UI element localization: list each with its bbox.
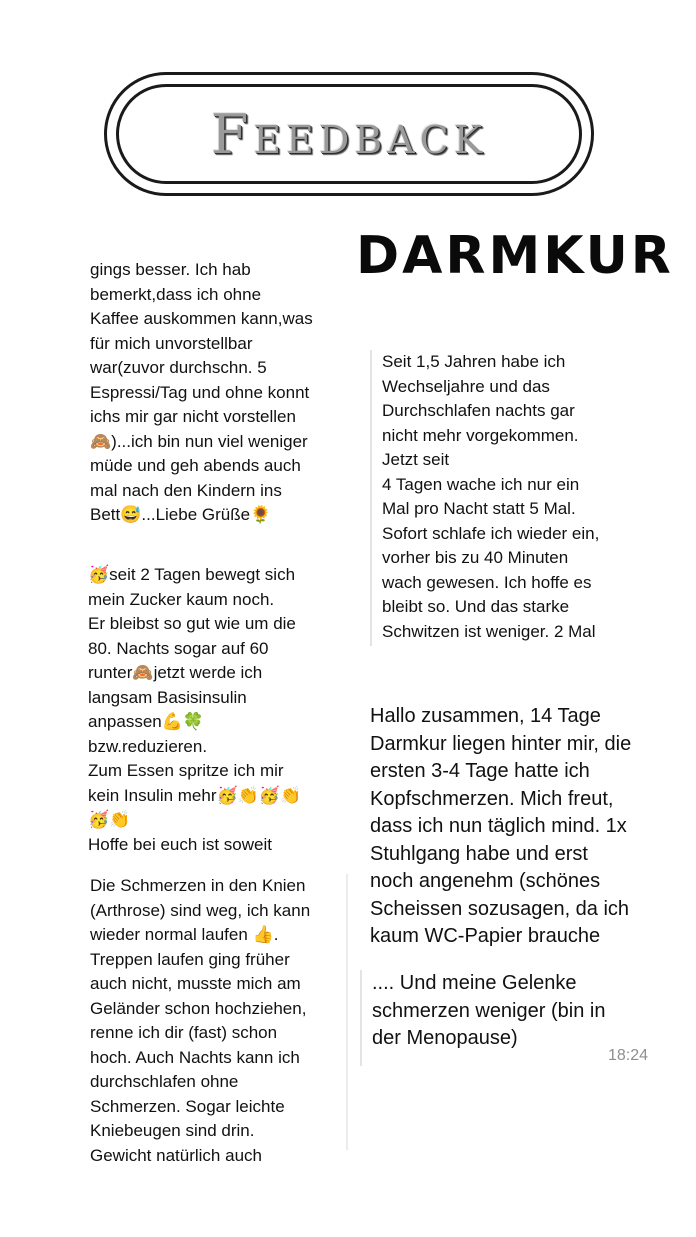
testimonial-text: 🥳seit 2 Tagen bewegt sich mein Zucker kaum noch. Er bleibst so gut wie um die 80. Nachts sogar auf 60 runter🙈jetzt werde ich langsam Basisinsulin anpassen💪🍀 bzw.reduzieren. Zum Essen spritze ich mir kein Insulin mehr🥳👏🥳👏 🥳👏 Hoffe bei euch ist soweit	[88, 565, 302, 854]
testimonial-text: Seit 1,5 Jahren habe ich Wechseljahre und das Durchschlafen nachts gar nicht mehr vorgekommen. Jetzt seit 4 Tagen wache ich nur ein Mal pro Nacht statt 5 Mal. Sofort schlafe ich wieder ein, vorher bis zu 40 Minuten wach gewesen. Ich hoffe es bleibt so. Und das starke Schwitzen ist weniger. 2 Mal	[382, 352, 600, 641]
testimonial-card-coffee	[90, 258, 348, 526]
message-timestamp: 18:24	[608, 1047, 649, 1064]
testimonial-card-darmkur	[370, 703, 666, 953]
testimonial-card-blood-sugar	[88, 563, 350, 854]
testimonial-text: .... Und meine Gelenke schmerzen weniger (bin in der Menopause)	[372, 972, 606, 1049]
testimonial-card-joints	[360, 970, 620, 1066]
testimonial-text: Hallo zusammen, 14 Tage Darmkur liegen hinter mir, die ersten 3-4 Tage hatte ich Kopfschmerzen. Mich freut, dass ich nun täglich mind. 1x Stuhlgang habe und erst noch angenehm (schönes Scheissen sozusagen, da ich kaum WC-Papier brauche	[370, 705, 632, 947]
feedback-banner	[104, 72, 594, 196]
testimonial-text: Die Schmerzen in den Knien (Arthrose) sind weg, ich kann wieder normal laufen 👍. Treppen laufen ging früher auch nicht, musste mich am Geländer schon hochziehen, renne ich dir (fast) schon hoch. Auch Nachts kann ich durchschlafen ohne Schmerzen. Sogar leichte Kniebeugen sind drin. Gewicht natürlich auch	[90, 876, 311, 1165]
testimonial-text: gings besser. Ich hab bemerkt,dass ich ohne Kaffee auskommen kann,was für mich unvorstellbar war(zuvor durchschn. 5 Espressi/Tag und ohne konnt ichs mir gar nicht vorstellen 🙈)...ich bin nun viel weniger müde und geh abends auch mal nach den Kindern ins Bett😅...Liebe Grüße🌻	[90, 260, 313, 524]
page-subtitle: DARMKUR	[356, 226, 674, 286]
testimonial-card-menopause-sleep	[370, 350, 630, 646]
page-title: Feedback	[210, 102, 488, 166]
testimonial-card-knee-pain	[90, 874, 348, 1165]
feedback-banner-inner-frame	[116, 84, 582, 184]
